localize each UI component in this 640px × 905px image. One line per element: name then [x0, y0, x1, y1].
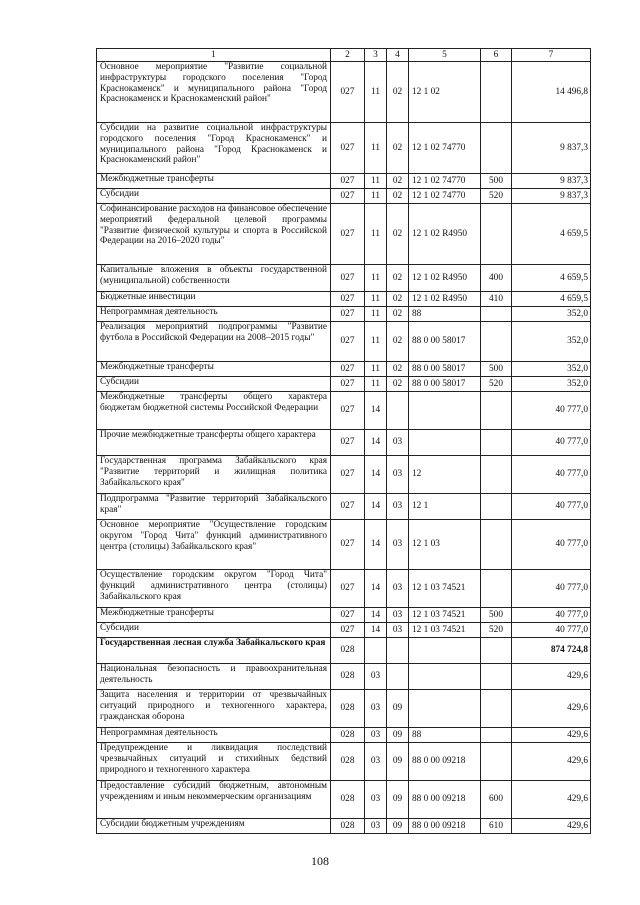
subsection-code-cell: 03 [387, 623, 409, 638]
section-code-cell: 14 [365, 570, 387, 608]
amount-cell: 9 837,3 [512, 174, 591, 189]
item-name-cell: Бюджетные инвестиции [97, 292, 331, 307]
target-article-cell: 12 1 03 74521 [409, 623, 481, 638]
expense-type-cell: 610 [481, 819, 512, 834]
amount-cell: 40 777,0 [512, 623, 591, 638]
section-code-cell: 14 [365, 456, 387, 494]
subsection-code-cell: 03 [387, 608, 409, 623]
ministry-code-cell: 027 [331, 307, 365, 322]
item-name-cell: Непрограммная деятельность [97, 728, 331, 743]
item-name-cell: Предупреждение и ликвидация последствий чрезвычайных ситуаций и стихийных бедствий природного и техногенного характера [97, 743, 331, 781]
target-article-cell: 88 0 00 58017 [409, 377, 481, 392]
item-name-cell: Государственная программа Забайкальского края "Развитие территорий и жилищная политика Забайкальского края" [97, 456, 331, 494]
table-row [97, 520, 591, 570]
item-name-cell: Основное мероприятие "Осуществление городским округом "Город Чита" функций административного центра (столицы) Забайкальского края" [97, 520, 331, 570]
amount-cell: 9 837,3 [512, 123, 591, 174]
target-article-cell: 88 [409, 728, 481, 743]
table-row [97, 322, 591, 362]
subsection-code-cell: 03 [387, 430, 409, 456]
expense-type-cell [481, 570, 512, 608]
section-code-cell: 11 [365, 265, 387, 292]
section-code-cell: 11 [365, 204, 387, 265]
amount-cell: 4 659,5 [512, 204, 591, 265]
item-name-cell: Межбюджетные трансферты [97, 608, 331, 623]
expense-type-cell [481, 664, 512, 690]
ministry-code-cell: 028 [331, 664, 365, 690]
subsection-code-cell: 02 [387, 204, 409, 265]
table-row [97, 292, 591, 307]
target-article-cell: 12 1 [409, 494, 481, 520]
ministry-code-cell: 027 [331, 292, 365, 307]
ministry-code-cell: 027 [331, 189, 365, 204]
subsection-code-cell [387, 392, 409, 430]
item-name-cell: Капитальные вложения в объекты государственной (муниципальной) собственности [97, 265, 331, 292]
expense-type-cell [481, 307, 512, 322]
expense-type-cell: 520 [481, 377, 512, 392]
header-cell: 6 [481, 49, 512, 62]
ministry-code-cell: 027 [331, 123, 365, 174]
ministry-code-cell: 027 [331, 362, 365, 377]
target-article-cell: 12 1 02 74770 [409, 174, 481, 189]
item-name-cell: Субсидии на развитие социальной инфраструктуры городского поселения "Город Краснокаменск" и муниципального района "Город Краснокаменск и Краснокаменский район" [97, 123, 331, 174]
section-code-cell: 03 [365, 690, 387, 728]
subsection-code-cell: 02 [387, 123, 409, 174]
table-row [97, 189, 591, 204]
section-code-cell: 11 [365, 377, 387, 392]
ministry-code-cell: 028 [331, 781, 365, 819]
header-cell: 1 [97, 49, 331, 62]
item-name-cell: Основное мероприятие "Развитие социальной инфраструктуры городского поселения "Город Краснокаменск" и муниципального района "Город Краснокаменск и Краснокаменский район" [97, 62, 331, 123]
item-name-cell: Осуществление городским округом "Город Чита" функций административного центра (столицы) Забайкальского края [97, 570, 331, 608]
amount-cell: 14 496,8 [512, 62, 591, 123]
ministry-code-cell: 027 [331, 623, 365, 638]
ministry-code-cell: 027 [331, 520, 365, 570]
section-code-cell: 03 [365, 743, 387, 781]
table-row [97, 123, 591, 174]
section-code-cell: 14 [365, 623, 387, 638]
item-name-cell: Субсидии бюджетным учреждениям [97, 819, 331, 834]
subsection-code-cell: 02 [387, 322, 409, 362]
expense-type-cell: 520 [481, 189, 512, 204]
expense-type-cell [481, 322, 512, 362]
ministry-code-cell: 027 [331, 204, 365, 265]
expense-type-cell: 400 [481, 265, 512, 292]
item-name-cell: Софинансирование расходов на финансовое обеспечение мероприятий федеральной целевой программы "Развитие физической культуры и спорта в Российской Федерации на 2016–2020 годы" [97, 204, 331, 265]
amount-cell: 40 777,0 [512, 494, 591, 520]
subsection-code-cell [387, 638, 409, 664]
subsection-code-cell: 02 [387, 174, 409, 189]
item-name-cell: Защита населения и территории от чрезвычайных ситуаций природного и техногенного характера, гражданская оборона [97, 690, 331, 728]
target-article-cell: 12 1 02 74770 [409, 189, 481, 204]
ministry-code-cell: 028 [331, 728, 365, 743]
amount-cell: 429,6 [512, 664, 591, 690]
ministry-code-cell: 027 [331, 430, 365, 456]
budget-table-sheet [96, 48, 590, 834]
target-article-cell: 12 1 02 [409, 62, 481, 123]
ministry-code-cell: 027 [331, 456, 365, 494]
item-name-cell: Национальная безопасность и правоохранительная деятельность [97, 664, 331, 690]
subsection-code-cell: 09 [387, 781, 409, 819]
ministry-code-cell: 028 [331, 819, 365, 834]
amount-cell: 352,0 [512, 377, 591, 392]
expense-type-cell [481, 494, 512, 520]
expense-type-cell [481, 690, 512, 728]
item-name-cell: Предоставление субсидий бюджетным, автономным учреждениям и иным некоммерческим организациям [97, 781, 331, 819]
target-article-cell [409, 392, 481, 430]
target-article-cell: 12 1 02 R4950 [409, 204, 481, 265]
section-code-cell: 14 [365, 392, 387, 430]
target-article-cell [409, 430, 481, 456]
table-row [97, 62, 591, 123]
ministry-code-cell: 027 [331, 608, 365, 623]
header-cell: 3 [365, 49, 387, 62]
table-header-row [97, 49, 591, 62]
target-article-cell: 88 0 00 09218 [409, 743, 481, 781]
expense-type-cell: 410 [481, 292, 512, 307]
subsection-code-cell: 03 [387, 494, 409, 520]
item-name-cell: Непрограммная деятельность [97, 307, 331, 322]
ministry-code-cell: 027 [331, 392, 365, 430]
section-code-cell: 11 [365, 292, 387, 307]
subsection-code-cell: 03 [387, 570, 409, 608]
table-row [97, 265, 591, 292]
target-article-cell: 12 1 03 [409, 520, 481, 570]
subsection-code-cell: 09 [387, 819, 409, 834]
table-row [97, 638, 591, 664]
section-code-cell: 11 [365, 174, 387, 189]
expense-type-cell [481, 204, 512, 265]
ministry-code-cell: 027 [331, 174, 365, 189]
amount-cell: 40 777,0 [512, 570, 591, 608]
table-row [97, 781, 591, 819]
expense-type-cell: 520 [481, 623, 512, 638]
table-row [97, 728, 591, 743]
target-article-cell: 88 [409, 307, 481, 322]
item-name-cell: Подпрограмма "Развитие территорий Забайкальского края" [97, 494, 331, 520]
header-cell: 2 [331, 49, 365, 62]
section-code-cell: 03 [365, 664, 387, 690]
amount-cell: 352,0 [512, 322, 591, 362]
expense-type-cell [481, 456, 512, 494]
expense-type-cell: 500 [481, 608, 512, 623]
table-row [97, 362, 591, 377]
table-row [97, 494, 591, 520]
target-article-cell: 88 0 00 09218 [409, 781, 481, 819]
ministry-code-cell: 028 [331, 690, 365, 728]
table-row [97, 570, 591, 608]
item-name-cell: Межбюджетные трансферты общего характера бюджетам бюджетной системы Российской Федерации [97, 392, 331, 430]
ministry-code-cell: 027 [331, 377, 365, 392]
target-article-cell [409, 690, 481, 728]
expense-type-cell [481, 728, 512, 743]
amount-cell: 429,6 [512, 690, 591, 728]
ministry-code-cell: 027 [331, 322, 365, 362]
amount-cell: 4 659,5 [512, 292, 591, 307]
subsection-code-cell: 03 [387, 456, 409, 494]
expense-type-cell [481, 520, 512, 570]
target-article-cell: 88 0 00 58017 [409, 362, 481, 377]
amount-cell: 352,0 [512, 307, 591, 322]
table-row [97, 204, 591, 265]
section-code-cell: 11 [365, 307, 387, 322]
table-row [97, 456, 591, 494]
item-name-cell: Субсидии [97, 623, 331, 638]
item-name-cell: Реализация мероприятий подпрограммы "Развитие футбола в Российской Федерации на 2008–2015 годы" [97, 322, 331, 362]
subsection-code-cell [387, 664, 409, 690]
expense-type-cell [481, 430, 512, 456]
amount-cell: 9 837,3 [512, 189, 591, 204]
expense-type-cell [481, 123, 512, 174]
ministry-code-cell: 027 [331, 494, 365, 520]
subsection-code-cell: 02 [387, 265, 409, 292]
expense-type-cell: 500 [481, 174, 512, 189]
amount-cell: 429,6 [512, 819, 591, 834]
section-code-cell: 11 [365, 322, 387, 362]
expense-type-cell [481, 638, 512, 664]
table-row [97, 690, 591, 728]
subsection-code-cell: 09 [387, 690, 409, 728]
section-code-cell: 14 [365, 430, 387, 456]
expense-type-cell [481, 392, 512, 430]
section-code-cell: 03 [365, 819, 387, 834]
table-row [97, 307, 591, 322]
item-name-cell: Межбюджетные трансферты [97, 362, 331, 377]
section-code-cell: 14 [365, 494, 387, 520]
table-row [97, 430, 591, 456]
section-code-cell: 14 [365, 520, 387, 570]
expense-type-cell [481, 62, 512, 123]
amount-cell: 429,6 [512, 781, 591, 819]
target-article-cell: 88 0 00 09218 [409, 819, 481, 834]
ministry-code-cell: 028 [331, 638, 365, 664]
table-row [97, 392, 591, 430]
expense-type-cell: 500 [481, 362, 512, 377]
amount-cell: 40 777,0 [512, 608, 591, 623]
subsection-code-cell: 02 [387, 292, 409, 307]
target-article-cell: 12 [409, 456, 481, 494]
amount-cell: 40 777,0 [512, 392, 591, 430]
section-code-cell: 03 [365, 781, 387, 819]
header-cell: 5 [409, 49, 481, 62]
item-name-cell: Прочие межбюджетные трансферты общего характера [97, 430, 331, 456]
target-article-cell: 12 1 02 R4950 [409, 265, 481, 292]
target-article-cell: 12 1 02 74770 [409, 123, 481, 174]
page-number: 108 [311, 854, 329, 868]
subsection-code-cell: 02 [387, 377, 409, 392]
subsection-code-cell: 09 [387, 728, 409, 743]
target-article-cell: 12 1 02 R4950 [409, 292, 481, 307]
subsection-code-cell: 02 [387, 62, 409, 123]
amount-cell: 429,6 [512, 743, 591, 781]
subsection-code-cell: 02 [387, 362, 409, 377]
table-row [97, 743, 591, 781]
table-row [97, 377, 591, 392]
expense-type-cell: 600 [481, 781, 512, 819]
header-cell: 7 [512, 49, 591, 62]
target-article-cell: 12 1 03 74521 [409, 570, 481, 608]
subsection-code-cell: 09 [387, 743, 409, 781]
section-code-cell: 11 [365, 362, 387, 377]
item-name-cell: Государственная лесная служба Забайкальского края [97, 638, 331, 664]
section-code-cell: 11 [365, 189, 387, 204]
amount-cell: 40 777,0 [512, 520, 591, 570]
ministry-code-cell: 027 [331, 265, 365, 292]
item-name-cell: Межбюджетные трансферты [97, 174, 331, 189]
header-cell: 4 [387, 49, 409, 62]
target-article-cell: 88 0 00 58017 [409, 322, 481, 362]
ministry-code-cell: 027 [331, 570, 365, 608]
target-article-cell: 12 1 03 74521 [409, 608, 481, 623]
section-code-cell: 11 [365, 123, 387, 174]
ministry-code-cell: 028 [331, 743, 365, 781]
ministry-code-cell: 027 [331, 62, 365, 123]
table-row [97, 664, 591, 690]
section-code-cell: 03 [365, 728, 387, 743]
subsection-code-cell: 02 [387, 307, 409, 322]
amount-cell: 40 777,0 [512, 430, 591, 456]
amount-cell: 40 777,0 [512, 456, 591, 494]
target-article-cell [409, 664, 481, 690]
expense-type-cell [481, 743, 512, 781]
section-code-cell [365, 638, 387, 664]
table-row [97, 819, 591, 834]
section-code-cell: 11 [365, 62, 387, 123]
table-row [97, 608, 591, 623]
target-article-cell [409, 638, 481, 664]
subsection-code-cell: 03 [387, 520, 409, 570]
amount-cell: 874 724,8 [512, 638, 591, 664]
budget-table [96, 48, 591, 834]
table-row [97, 623, 591, 638]
table-row [97, 174, 591, 189]
amount-cell: 4 659,5 [512, 265, 591, 292]
section-code-cell: 14 [365, 608, 387, 623]
amount-cell: 352,0 [512, 362, 591, 377]
item-name-cell: Субсидии [97, 189, 331, 204]
item-name-cell: Субсидии [97, 377, 331, 392]
amount-cell: 429,6 [512, 728, 591, 743]
subsection-code-cell: 02 [387, 189, 409, 204]
